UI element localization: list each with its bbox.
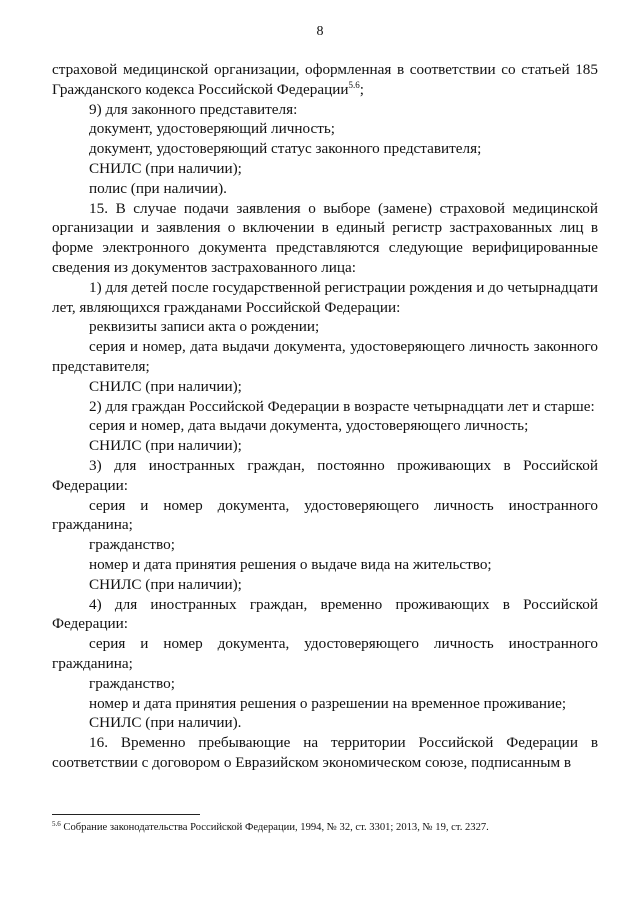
footnote-text: Собрание законодательства Российской Федерации, 1994, № 32, ст. 3301; 2013, № 19, ст. 2327. [60,822,489,833]
paragraph: 2) для граждан Российской Федерации в возрасте четырнадцати лет и старше: [89,397,595,415]
footnote-mark: 5.6 [52,820,61,828]
paragraph: страховой медицинской организации, оформленная в соответствии со статьей 185 Гражданского кодекса Российской Федерации$^{5.6}$; [52,61,598,98]
paragraph: гражданство; [89,674,175,692]
document-body [52,60,598,773]
paragraph: серия и номер документа, удостоверяющего личность иностранного гражданина; [52,496,598,534]
paragraph: гражданство; [89,536,175,554]
paragraph: номер и дата принятия решения о разрешении на временное проживание; [89,694,567,712]
paragraph: СНИЛС (при наличии); [89,159,242,177]
paragraph: 4) для иностранных граждан, временно проживающих в Российской Федерации: [52,595,598,633]
paragraph: серия и номер документа, удостоверяющего личность иностранного гражданина; [52,635,598,672]
paragraph: СНИЛС (при наличии); [89,437,242,455]
page-number: 8 [316,24,324,39]
paragraph: СНИЛС (при наличии); [89,575,242,593]
paragraph: серия и номер, дата выдачи документа, удостоверяющего личность; [89,417,529,435]
paragraph: документ, удостоверяющий личность; [89,120,336,138]
paragraph: серия и номер, дата выдачи документа, удостоверяющего личность законного представителя; [52,338,598,375]
paragraph: номер и дата принятия решения о выдаче вида на жительство; [89,555,492,573]
paragraph: 3) для иностранных граждан, постоянно проживающих в Российской Федерации: [52,456,598,494]
footnote [52,821,612,835]
paragraph: полис (при наличии). [89,179,227,197]
paragraph: СНИЛС (при наличии). [89,714,242,732]
paragraph: 9) для законного представителя: [89,100,298,118]
footnote-reference: 5.6 [348,79,360,90]
footnote-divider [52,814,200,815]
paragraph: реквизиты записи акта о рождении; [89,318,320,336]
paragraph: СНИЛС (при наличии); [89,377,242,395]
paragraph: документ, удостоверяющий статус законного представителя; [89,140,482,158]
paragraph: 15. В случае подачи заявления о выборе (замене) страховой медицинской организации и заявления о включении в единый регистр застрахованных лиц в форме электронного документа представляются следующие верифицированные сведения из документов застрахованного лица: [52,199,598,276]
paragraph: 1) для детей после государственной регистрации рождения и до четырнадцати лет, являющихся гражданами Российской Федерации: [52,278,598,316]
paragraph: 16. Временно пребывающие на территории Российской Федерации в соответствии с договором о Евразийском экономическом союзе, подписанным в [52,734,598,771]
